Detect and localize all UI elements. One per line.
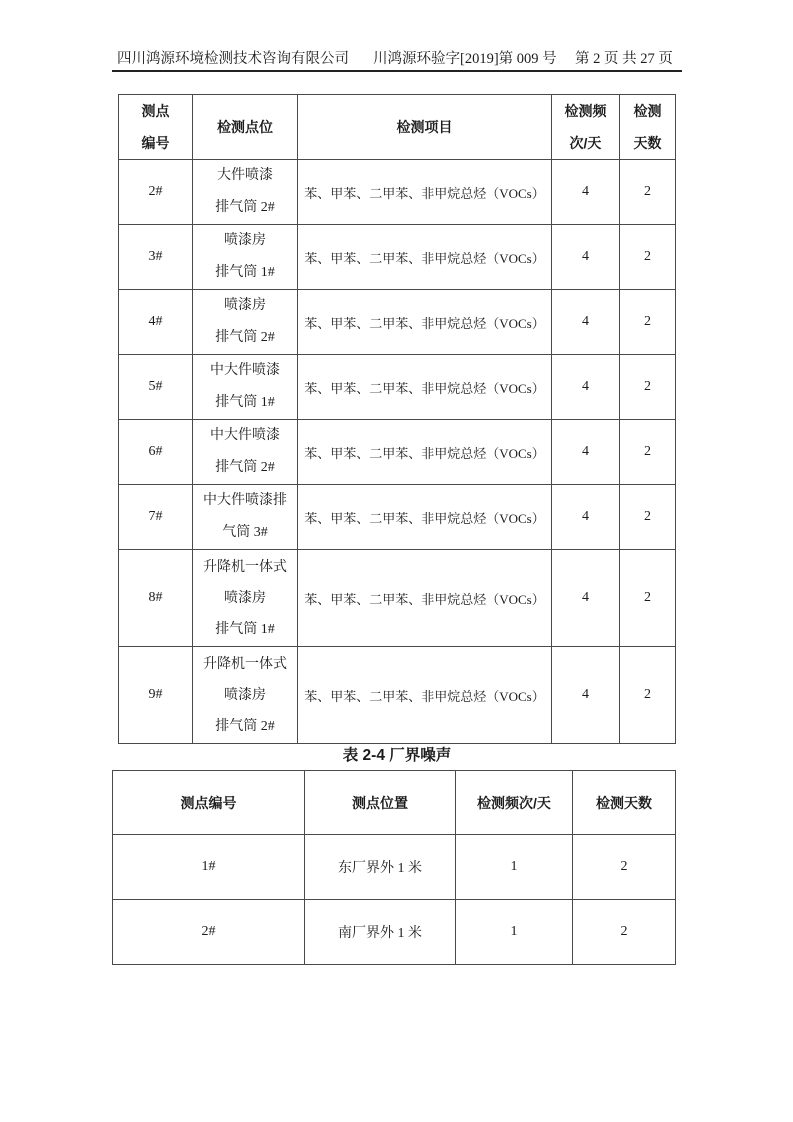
frequency-cell: 4 xyxy=(552,550,620,647)
location-cell: 升降机一体式 喷漆房 排气筒 1# xyxy=(193,550,298,647)
document-number: 川鸿源环验字[2019]第 009 号 xyxy=(373,51,557,67)
table-row xyxy=(113,900,676,965)
days-header: 检测 天数 xyxy=(620,95,676,160)
items-cell: 苯、甲苯、二甲苯、非甲烷总烃（VOCs） xyxy=(298,355,552,420)
days-cell: 2 xyxy=(620,420,676,485)
point-id-cell: 6# xyxy=(119,420,193,485)
location-cell: 升降机一体式 喷漆房 排气筒 2# xyxy=(193,647,298,744)
location-cell: 中大件喷漆 排气筒 1# xyxy=(193,355,298,420)
location-header: 测点位置 xyxy=(305,771,456,835)
point-id-cell: 7# xyxy=(119,485,193,550)
days-cell: 2 xyxy=(620,485,676,550)
items-header: 检测项目 xyxy=(298,95,552,160)
location-cell: 大件喷漆 排气筒 2# xyxy=(193,160,298,225)
point-id-header: 测点编号 xyxy=(113,771,305,835)
point-id-cell: 8# xyxy=(119,550,193,647)
frequency-cell: 4 xyxy=(552,420,620,485)
frequency-header: 检测频次/天 xyxy=(456,771,573,835)
frequency-cell: 4 xyxy=(552,355,620,420)
table-row xyxy=(119,550,676,647)
location-cell: 东厂界外 1 米 xyxy=(305,835,456,900)
table-row xyxy=(119,160,676,225)
point-id-cell: 4# xyxy=(119,290,193,355)
items-cell: 苯、甲苯、二甲苯、非甲烷总烃（VOCs） xyxy=(298,647,552,744)
location-cell: 喷漆房 排气筒 2# xyxy=(193,290,298,355)
point-id-cell: 2# xyxy=(113,900,305,965)
table-row xyxy=(119,647,676,744)
point-id-cell: 2# xyxy=(119,160,193,225)
factory-noise-table xyxy=(112,770,676,965)
location-cell: 喷漆房 排气筒 1# xyxy=(193,225,298,290)
frequency-cell: 1 xyxy=(456,835,573,900)
items-cell: 苯、甲苯、二甲苯、非甲烷总烃（VOCs） xyxy=(298,290,552,355)
days-cell: 2 xyxy=(620,355,676,420)
table-row xyxy=(119,290,676,355)
frequency-header: 检测频 次/天 xyxy=(552,95,620,160)
frequency-cell: 4 xyxy=(552,647,620,744)
items-cell: 苯、甲苯、二甲苯、非甲烷总烃（VOCs） xyxy=(298,160,552,225)
location-header: 检测点位 xyxy=(193,95,298,160)
location-cell: 中大件喷漆 排气筒 2# xyxy=(193,420,298,485)
document-header xyxy=(112,47,682,69)
table-header-row xyxy=(113,771,676,835)
point-id-header: 测点 编号 xyxy=(119,95,193,160)
days-header: 检测天数 xyxy=(573,771,676,835)
company-name: 四川鸿源环境检测技术咨询有限公司 xyxy=(117,51,349,67)
noise-table-caption: 表 2-4 厂界噪声 xyxy=(342,747,452,764)
point-id-cell: 5# xyxy=(119,355,193,420)
page-indicator: 第 2 页 共 27 页 xyxy=(575,51,673,67)
location-cell: 中大件喷漆排 气筒 3# xyxy=(193,485,298,550)
table-row xyxy=(119,355,676,420)
days-cell: 2 xyxy=(573,900,676,965)
point-id-cell: 3# xyxy=(119,225,193,290)
days-cell: 2 xyxy=(620,225,676,290)
frequency-cell: 4 xyxy=(552,160,620,225)
days-cell: 2 xyxy=(620,647,676,744)
monitoring-points-table xyxy=(118,94,676,744)
table-row xyxy=(113,835,676,900)
items-cell: 苯、甲苯、二甲苯、非甲烷总烃（VOCs） xyxy=(298,550,552,647)
items-cell: 苯、甲苯、二甲苯、非甲烷总烃（VOCs） xyxy=(298,225,552,290)
days-cell: 2 xyxy=(620,550,676,647)
location-cell: 南厂界外 1 米 xyxy=(305,900,456,965)
table-row xyxy=(119,420,676,485)
point-id-cell: 1# xyxy=(113,835,305,900)
items-cell: 苯、甲苯、二甲苯、非甲烷总烃（VOCs） xyxy=(298,485,552,550)
frequency-cell: 4 xyxy=(552,225,620,290)
table-header-row xyxy=(119,95,676,160)
frequency-cell: 4 xyxy=(552,290,620,355)
header-divider xyxy=(112,70,682,72)
point-id-cell: 9# xyxy=(119,647,193,744)
days-cell: 2 xyxy=(620,290,676,355)
frequency-cell: 4 xyxy=(552,485,620,550)
items-cell: 苯、甲苯、二甲苯、非甲烷总烃（VOCs） xyxy=(298,420,552,485)
table-row xyxy=(119,485,676,550)
days-cell: 2 xyxy=(620,160,676,225)
days-cell: 2 xyxy=(573,835,676,900)
frequency-cell: 1 xyxy=(456,900,573,965)
table-row xyxy=(119,225,676,290)
